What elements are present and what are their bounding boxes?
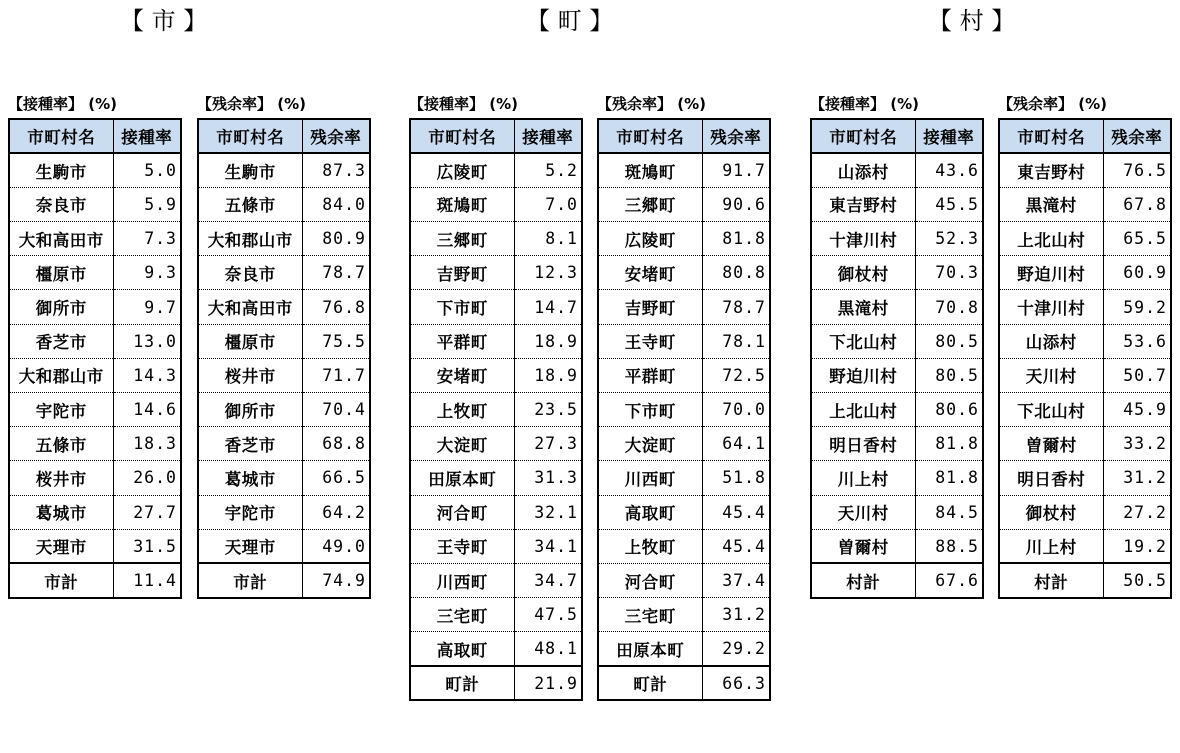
- rate-value: 12.3: [514, 256, 582, 290]
- table-row: [9, 187, 181, 221]
- table-row: [410, 632, 582, 666]
- municipality-name: 上北山村: [811, 393, 915, 427]
- table-village-remaining: [998, 92, 1172, 599]
- municipality-name: 野迫川村: [811, 358, 915, 392]
- municipality-name: 三宅町: [598, 598, 702, 632]
- total-row: [598, 666, 770, 700]
- rate-value: 14.7: [514, 290, 582, 324]
- table-row: [198, 153, 370, 187]
- rate-value: 31.5: [113, 529, 181, 563]
- municipality-name: 五條市: [9, 427, 113, 461]
- municipality-name: 葛城市: [9, 495, 113, 529]
- header-row: [198, 119, 370, 153]
- table-row: [9, 358, 181, 392]
- municipality-name: 葛城市: [198, 461, 302, 495]
- table-row: [9, 529, 181, 563]
- table-row: [9, 324, 181, 358]
- rate-value: 32.1: [514, 495, 582, 529]
- total-row: [999, 563, 1171, 597]
- municipality-name: 御杖村: [811, 256, 915, 290]
- table-row: [999, 529, 1171, 563]
- rate-value: 80.5: [915, 324, 983, 358]
- total-value: 74.9: [302, 563, 370, 597]
- table-row: [410, 256, 582, 290]
- total-label: 村計: [999, 563, 1103, 597]
- table-label: 【残余率】 (%): [998, 95, 1107, 113]
- rate-value: 64.1: [702, 427, 770, 461]
- municipality-name: 平群町: [410, 324, 514, 358]
- rate-value: 65.5: [1103, 222, 1171, 256]
- rate-value: 31.3: [514, 461, 582, 495]
- municipality-name: 生駒市: [9, 153, 113, 187]
- rate-value: 91.7: [702, 153, 770, 187]
- table-row: [410, 222, 582, 256]
- header-row: [9, 119, 181, 153]
- rate-value: 18.9: [514, 358, 582, 392]
- rate-value: 80.6: [915, 393, 983, 427]
- header-row: [410, 119, 582, 153]
- municipality-name: 広陵町: [410, 153, 514, 187]
- table-row: [999, 256, 1171, 290]
- table-row: [410, 290, 582, 324]
- total-label: 村計: [811, 563, 915, 597]
- rate-value: 45.4: [702, 529, 770, 563]
- table-row: [9, 256, 181, 290]
- municipality-name: 大和高田市: [9, 222, 113, 256]
- rate-value: 33.2: [1103, 427, 1171, 461]
- table-row: [811, 256, 983, 290]
- rate-value: 78.7: [302, 256, 370, 290]
- column-header-name: 市町村名: [999, 119, 1103, 153]
- table-row: [811, 461, 983, 495]
- municipality-name: 天川村: [999, 358, 1103, 392]
- rate-value: 14.6: [113, 393, 181, 427]
- municipality-name: 香芝市: [9, 324, 113, 358]
- municipality-name: 川上村: [999, 529, 1103, 563]
- table-row: [410, 427, 582, 461]
- municipality-name: 橿原市: [9, 256, 113, 290]
- table-row: [811, 290, 983, 324]
- header-row: [598, 119, 770, 153]
- total-value: 21.9: [514, 666, 582, 700]
- municipality-name: 高取町: [598, 495, 702, 529]
- rate-value: 34.7: [514, 563, 582, 597]
- table-row: [410, 598, 582, 632]
- rate-value: 78.1: [702, 324, 770, 358]
- group-title-town: 【 町 】: [526, 7, 614, 35]
- municipality-name: 高取町: [410, 632, 514, 666]
- total-label: 市計: [198, 563, 302, 597]
- municipality-name: 川上村: [811, 461, 915, 495]
- rate-value: 88.5: [915, 529, 983, 563]
- municipality-name: 王寺町: [410, 529, 514, 563]
- rate-value: 52.3: [915, 222, 983, 256]
- table-row: [999, 427, 1171, 461]
- rate-value: 18.9: [514, 324, 582, 358]
- total-row: [811, 563, 983, 597]
- municipality-name: 大和郡山市: [198, 222, 302, 256]
- rate-value: 5.9: [113, 187, 181, 221]
- rate-value: 48.1: [514, 632, 582, 666]
- table-row: [811, 427, 983, 461]
- table-row: [598, 563, 770, 597]
- rate-value: 81.8: [915, 427, 983, 461]
- municipality-name: 桜井市: [9, 461, 113, 495]
- table-row: [811, 222, 983, 256]
- table-village-vaccination: [810, 92, 984, 599]
- column-header-rate: 接種率: [113, 119, 181, 153]
- rate-value: 27.3: [514, 427, 582, 461]
- municipality-name: 平群町: [598, 358, 702, 392]
- rate-value: 19.2: [1103, 529, 1171, 563]
- rate-value: 68.8: [302, 427, 370, 461]
- data-table: [197, 118, 371, 599]
- rate-value: 64.2: [302, 495, 370, 529]
- municipality-name: 曽爾村: [811, 529, 915, 563]
- rate-value: 49.0: [302, 529, 370, 563]
- rate-value: 76.5: [1103, 153, 1171, 187]
- municipality-name: 下北山村: [811, 324, 915, 358]
- table-row: [598, 461, 770, 495]
- data-table: [8, 118, 182, 599]
- column-header-name: 市町村名: [198, 119, 302, 153]
- table-row: [9, 290, 181, 324]
- rate-value: 81.8: [915, 461, 983, 495]
- rate-value: 26.0: [113, 461, 181, 495]
- municipality-name: 奈良市: [9, 187, 113, 221]
- municipality-name: 明日香村: [811, 427, 915, 461]
- group-title-village: 【 村 】: [928, 7, 1016, 35]
- column-header-name: 市町村名: [410, 119, 514, 153]
- data-table: [597, 118, 771, 701]
- table-row: [598, 222, 770, 256]
- table-row: [999, 393, 1171, 427]
- total-row: [9, 563, 181, 597]
- table-row: [198, 324, 370, 358]
- table-row: [811, 324, 983, 358]
- rate-value: 70.3: [915, 256, 983, 290]
- rate-value: 50.7: [1103, 358, 1171, 392]
- municipality-name: 天理市: [9, 529, 113, 563]
- municipality-name: 天理市: [198, 529, 302, 563]
- table-row: [410, 153, 582, 187]
- rate-value: 34.1: [514, 529, 582, 563]
- rate-value: 70.8: [915, 290, 983, 324]
- table-row: [410, 529, 582, 563]
- rate-value: 84.0: [302, 187, 370, 221]
- rate-value: 9.3: [113, 256, 181, 290]
- municipality-name: 斑鳩町: [410, 187, 514, 221]
- total-label: 町計: [410, 666, 514, 700]
- municipality-name: 野迫川村: [999, 256, 1103, 290]
- municipality-name: 奈良市: [198, 256, 302, 290]
- municipality-name: 王寺町: [598, 324, 702, 358]
- rate-value: 8.1: [514, 222, 582, 256]
- rate-value: 71.7: [302, 358, 370, 392]
- municipality-name: 上牧町: [410, 393, 514, 427]
- municipality-name: 宇陀市: [9, 393, 113, 427]
- municipality-name: 三宅町: [410, 598, 514, 632]
- table-row: [410, 187, 582, 221]
- table-row: [598, 324, 770, 358]
- header-row: [811, 119, 983, 153]
- table-row: [999, 153, 1171, 187]
- municipality-name: 十津川村: [999, 290, 1103, 324]
- municipality-name: 橿原市: [198, 324, 302, 358]
- table-row: [9, 222, 181, 256]
- table-row: [999, 461, 1171, 495]
- municipality-name: 斑鳩町: [598, 153, 702, 187]
- municipality-name: 曽爾村: [999, 427, 1103, 461]
- rate-value: 67.8: [1103, 187, 1171, 221]
- table-row: [198, 187, 370, 221]
- table-row: [198, 427, 370, 461]
- total-label: 町計: [598, 666, 702, 700]
- column-header-name: 市町村名: [9, 119, 113, 153]
- municipality-name: 安堵町: [410, 358, 514, 392]
- rate-value: 75.5: [302, 324, 370, 358]
- municipality-name: 上北山村: [999, 222, 1103, 256]
- table-row: [811, 495, 983, 529]
- rate-value: 59.2: [1103, 290, 1171, 324]
- table-row: [198, 290, 370, 324]
- table-row: [999, 290, 1171, 324]
- table-label: 【残余率】 (%): [597, 95, 706, 113]
- column-header-rate: 残余率: [302, 119, 370, 153]
- rate-value: 84.5: [915, 495, 983, 529]
- municipality-name: 山添村: [999, 324, 1103, 358]
- table-row: [598, 153, 770, 187]
- table-label: 【接種率】 (%): [8, 95, 117, 113]
- table-row: [198, 529, 370, 563]
- municipality-name: 川西町: [410, 563, 514, 597]
- municipality-name: 天川村: [811, 495, 915, 529]
- table-town-remaining: [597, 92, 771, 701]
- table-row: [811, 153, 983, 187]
- table-row: [811, 529, 983, 563]
- municipality-name: 下北山村: [999, 393, 1103, 427]
- header-row: [999, 119, 1171, 153]
- table-row: [9, 461, 181, 495]
- table-row: [410, 324, 582, 358]
- data-table: [409, 118, 583, 701]
- rate-value: 43.6: [915, 153, 983, 187]
- column-header-rate: 接種率: [915, 119, 983, 153]
- rate-value: 37.4: [702, 563, 770, 597]
- municipality-name: 生駒市: [198, 153, 302, 187]
- municipality-name: 五條市: [198, 187, 302, 221]
- table-label: 【接種率】 (%): [409, 95, 518, 113]
- municipality-name: 黒滝村: [811, 290, 915, 324]
- table-row: [999, 324, 1171, 358]
- rate-value: 7.0: [514, 187, 582, 221]
- total-row: [198, 563, 370, 597]
- table-row: [198, 495, 370, 529]
- total-row: [410, 666, 582, 700]
- municipality-name: 大和郡山市: [9, 358, 113, 392]
- rate-value: 76.8: [302, 290, 370, 324]
- municipality-name: 御杖村: [999, 495, 1103, 529]
- rate-value: 70.4: [302, 393, 370, 427]
- table-row: [410, 495, 582, 529]
- table-label: 【残余率】 (%): [197, 95, 306, 113]
- table-row: [198, 222, 370, 256]
- rate-value: 7.3: [113, 222, 181, 256]
- rate-value: 80.8: [702, 256, 770, 290]
- rate-value: 72.5: [702, 358, 770, 392]
- table-row: [598, 256, 770, 290]
- table-city-vaccination: [8, 92, 182, 599]
- table-row: [198, 256, 370, 290]
- rate-value: 78.7: [702, 290, 770, 324]
- municipality-name: 河合町: [410, 495, 514, 529]
- municipality-name: 山添村: [811, 153, 915, 187]
- table-row: [410, 563, 582, 597]
- data-table: [998, 118, 1172, 599]
- rate-value: 31.2: [1103, 461, 1171, 495]
- municipality-name: 大淀町: [598, 427, 702, 461]
- municipality-name: 田原本町: [598, 632, 702, 666]
- table-row: [9, 393, 181, 427]
- table-row: [198, 461, 370, 495]
- rate-value: 27.7: [113, 495, 181, 529]
- rate-value: 13.0: [113, 324, 181, 358]
- rate-value: 47.5: [514, 598, 582, 632]
- municipality-name: 三郷町: [598, 187, 702, 221]
- table-row: [811, 393, 983, 427]
- rate-value: 23.5: [514, 393, 582, 427]
- table-row: [598, 290, 770, 324]
- rate-value: 29.2: [702, 632, 770, 666]
- table-row: [999, 187, 1171, 221]
- table-row: [598, 393, 770, 427]
- rate-value: 90.6: [702, 187, 770, 221]
- table-town-vaccination: [409, 92, 583, 701]
- municipality-name: 川西町: [598, 461, 702, 495]
- municipality-name: 十津川村: [811, 222, 915, 256]
- rate-value: 80.5: [915, 358, 983, 392]
- data-table: [810, 118, 984, 599]
- municipality-name: 香芝市: [198, 427, 302, 461]
- rate-value: 60.9: [1103, 256, 1171, 290]
- table-row: [999, 222, 1171, 256]
- municipality-name: 上牧町: [598, 529, 702, 563]
- rate-value: 70.0: [702, 393, 770, 427]
- column-header-name: 市町村名: [811, 119, 915, 153]
- column-header-rate: 接種率: [514, 119, 582, 153]
- municipality-name: 田原本町: [410, 461, 514, 495]
- rate-value: 31.2: [702, 598, 770, 632]
- table-row: [198, 393, 370, 427]
- table-row: [9, 153, 181, 187]
- table-row: [811, 187, 983, 221]
- rate-value: 18.3: [113, 427, 181, 461]
- rate-value: 5.2: [514, 153, 582, 187]
- table-row: [999, 358, 1171, 392]
- municipality-name: 下市町: [410, 290, 514, 324]
- table-row: [811, 358, 983, 392]
- column-header-rate: 残余率: [1103, 119, 1171, 153]
- table-row: [598, 598, 770, 632]
- municipality-name: 吉野町: [410, 256, 514, 290]
- table-row: [198, 358, 370, 392]
- table-row: [410, 461, 582, 495]
- table-row: [9, 495, 181, 529]
- municipality-name: 明日香村: [999, 461, 1103, 495]
- total-value: 67.6: [915, 563, 983, 597]
- table-row: [598, 495, 770, 529]
- municipality-name: 黒滝村: [999, 187, 1103, 221]
- rate-value: 51.8: [702, 461, 770, 495]
- column-header-rate: 残余率: [702, 119, 770, 153]
- municipality-name: 御所市: [198, 393, 302, 427]
- rate-value: 81.8: [702, 222, 770, 256]
- total-value: 66.3: [702, 666, 770, 700]
- municipality-name: 三郷町: [410, 222, 514, 256]
- table-row: [9, 427, 181, 461]
- rate-value: 80.9: [302, 222, 370, 256]
- rate-value: 5.0: [113, 153, 181, 187]
- total-value: 11.4: [113, 563, 181, 597]
- table-row: [410, 358, 582, 392]
- table-row: [598, 358, 770, 392]
- municipality-name: 大和高田市: [198, 290, 302, 324]
- municipality-name: 大淀町: [410, 427, 514, 461]
- table-row: [598, 427, 770, 461]
- table-row: [598, 529, 770, 563]
- rate-value: 27.2: [1103, 495, 1171, 529]
- rate-value: 53.6: [1103, 324, 1171, 358]
- rate-value: 87.3: [302, 153, 370, 187]
- rate-value: 45.4: [702, 495, 770, 529]
- table-city-remaining: [197, 92, 371, 599]
- rate-value: 66.5: [302, 461, 370, 495]
- rate-value: 9.7: [113, 290, 181, 324]
- table-row: [410, 393, 582, 427]
- table-row: [598, 632, 770, 666]
- rate-value: 45.5: [915, 187, 983, 221]
- municipality-name: 御所市: [9, 290, 113, 324]
- total-value: 50.5: [1103, 563, 1171, 597]
- municipality-name: 東吉野村: [999, 153, 1103, 187]
- table-row: [999, 495, 1171, 529]
- municipality-name: 桜井市: [198, 358, 302, 392]
- municipality-name: 吉野町: [598, 290, 702, 324]
- municipality-name: 安堵町: [598, 256, 702, 290]
- municipality-name: 河合町: [598, 563, 702, 597]
- group-title-city: 【 市 】: [120, 7, 208, 35]
- municipality-name: 宇陀市: [198, 495, 302, 529]
- column-header-name: 市町村名: [598, 119, 702, 153]
- rate-value: 14.3: [113, 358, 181, 392]
- municipality-name: 下市町: [598, 393, 702, 427]
- table-row: [598, 187, 770, 221]
- rate-value: 45.9: [1103, 393, 1171, 427]
- municipality-name: 東吉野村: [811, 187, 915, 221]
- table-label: 【接種率】 (%): [810, 95, 919, 113]
- municipality-name: 広陵町: [598, 222, 702, 256]
- total-label: 市計: [9, 563, 113, 597]
